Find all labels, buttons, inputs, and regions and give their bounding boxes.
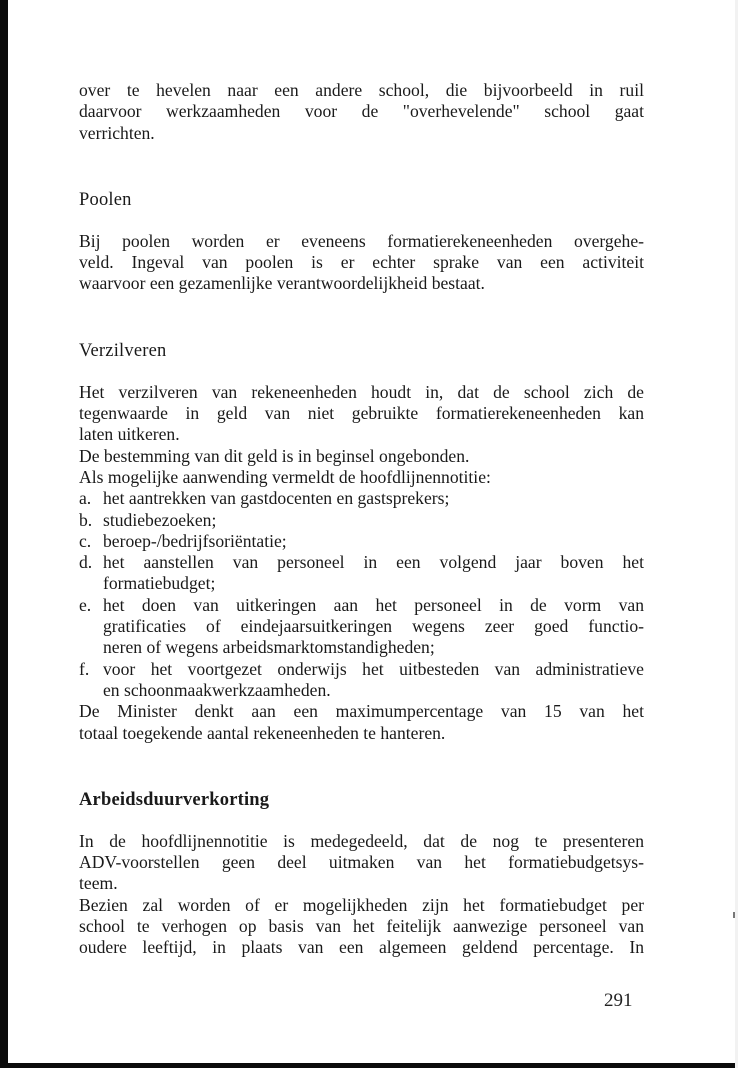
intro-paragraph (79, 80, 644, 144)
text-line: over te hevelen naar een andere school, die bijvoorbeeld in ruil (79, 80, 644, 100)
list-item (79, 552, 644, 595)
text-line: neren of wegens arbeidsmarktomstandigheden; (103, 637, 435, 658)
text-line: ADV-voorstellen geen deel uitmaken van het formatiebudgetsys- (79, 852, 644, 873)
list-marker: c. (79, 530, 92, 551)
text-line: Het verzilveren van rekeneenheden houdt in, dat de school zich de (79, 381, 644, 402)
list-marker: e. (79, 594, 92, 615)
list-marker: d. (79, 552, 93, 573)
text-line: formatiebudget; (103, 573, 216, 594)
text-line: Als mogelijke aanwending vermeldt de hoofdlijnennotitie: (79, 466, 491, 487)
list-item (79, 659, 644, 702)
text-line: en schoonmaakwerkzaamheden. (103, 679, 331, 700)
scan-border-left (0, 0, 8, 1068)
section-heading-verzilveren: Verzilveren (79, 340, 167, 361)
list-item (79, 531, 644, 552)
list-marker: a. (79, 488, 92, 509)
list-item (79, 488, 644, 509)
list-item (79, 510, 644, 531)
text-line: gratificaties of eindejaarsuitkeringen wegens zeer goed functio- (103, 616, 644, 637)
text-line: school te verhogen op basis van het feitelijk aanwezige personeel van (79, 916, 644, 937)
text-line: Bezien zal worden of er mogelijkheden zijn het formatiebudget per (79, 894, 644, 915)
poolen-paragraph (79, 231, 644, 295)
text-line: het aanstellen van personeel in een volgend jaar boven het (103, 552, 644, 573)
list-marker: f. (79, 658, 90, 679)
text-line: totaal toegekende aantal rekeneenheden te hanteren. (79, 722, 446, 743)
scan-border-bottom (0, 1063, 738, 1068)
text-line: studiebezoeken; (103, 509, 217, 530)
text-line: het aantrekken van gastdocenten en gastsprekers; (103, 488, 450, 509)
text-line: In de hoofdlijnennotitie is medegedeeld, dat de nog te presenteren (79, 830, 644, 851)
list-item (79, 595, 644, 659)
section-heading-poolen: Poolen (79, 189, 132, 210)
text-line: verrichten. (79, 122, 155, 143)
text-line: daarvoor werkzaamheden voor de "overhevelende" school gaat (79, 101, 644, 122)
text-line: laten uitkeren. (79, 424, 180, 445)
text-line: waarvoor een gezamenlijke verantwoordelijkheid bestaat. (79, 273, 485, 294)
verzilveren-paragraph (79, 382, 644, 744)
text-line: veld. Ingeval van poolen is er echter sprake van een activiteit (79, 252, 644, 273)
text-line: Bij poolen worden er eveneens formatierekeneenheden overgehe- (79, 230, 644, 251)
list-marker: b. (79, 509, 93, 530)
text-line: beroep-/bedrijfsoriëntatie; (103, 530, 287, 551)
text-line: voor het voortgezet onderwijs het uitbesteden van administratieve (103, 658, 644, 679)
text-line: teem. (79, 873, 118, 894)
section-heading-arbeidsduurverkorting: Arbeidsduurverkorting (79, 789, 270, 810)
text-line: De bestemming van dit geld is in beginsel ongebonden. (79, 445, 470, 466)
text-line: het doen van uitkeringen aan het personeel in de vorm van (103, 594, 644, 615)
text-line: De Minister denkt aan een maximumpercentage van 15 van het (79, 701, 644, 722)
document-page (79, 80, 644, 959)
text-line: oudere leeftijd, in plaats van een algemeen geldend percentage. In (79, 937, 644, 958)
adv-paragraph (79, 831, 644, 959)
text-line: tegenwaarde in geld van niet gebruikte formatierekeneenheden kan (79, 403, 644, 424)
scan-speck (733, 912, 735, 918)
page-number: 291 (604, 990, 633, 1011)
